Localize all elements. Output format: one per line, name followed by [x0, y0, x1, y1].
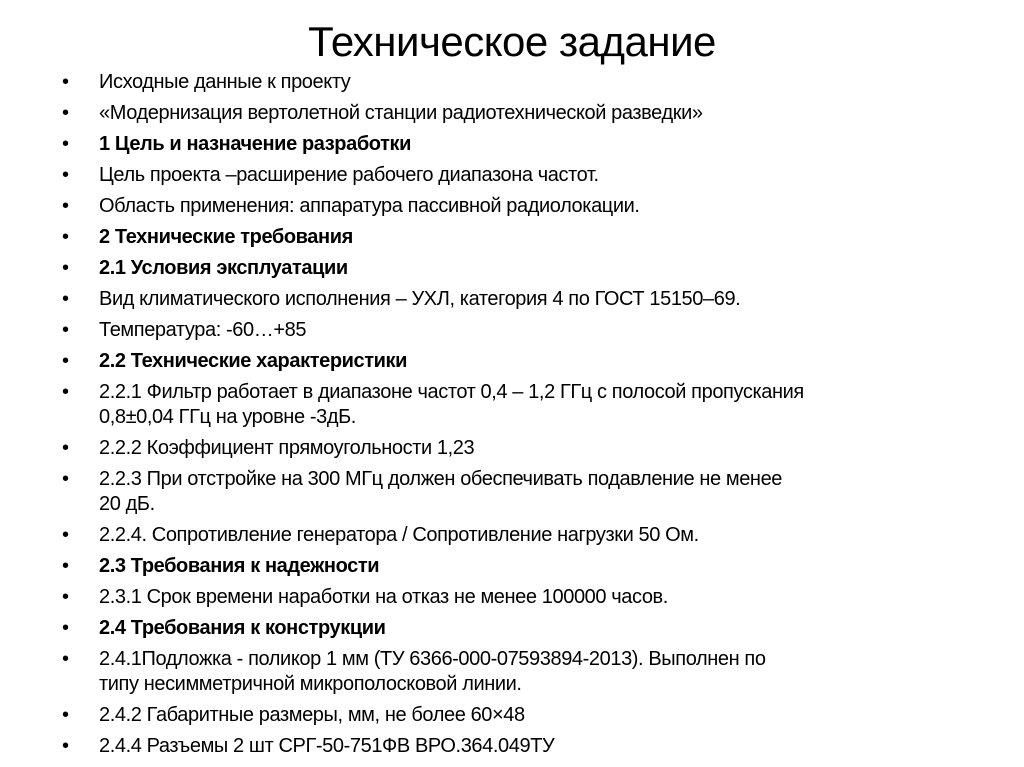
- list-item-text: Цель проекта –расширение рабочего диапазона частот.: [99, 164, 599, 186]
- list-item: [60, 436, 1010, 461]
- bullet-icon: •: [62, 735, 69, 757]
- bullet-icon: •: [62, 195, 69, 217]
- list-item-text: 2.1 Условия эксплуатации: [99, 257, 348, 279]
- bullet-icon: •: [62, 350, 69, 372]
- list-item-text: 2.3 Требования к надежности: [99, 555, 380, 577]
- section-heading: [60, 225, 1010, 250]
- bullet-icon: •: [62, 704, 69, 726]
- bullet-icon: •: [62, 102, 69, 124]
- bullet-icon: •: [62, 226, 69, 248]
- bullet-icon: •: [62, 524, 69, 546]
- list-item-text: 2.2.1 Фильтр работает в диапазоне частот 0,4 – 1,2 ГГц с полосой пропускания 0,8±0,04 ГГц на уровне -3дБ.: [99, 381, 804, 428]
- list-item-text: Область применения: аппаратура пассивной радиолокации.: [99, 195, 640, 217]
- bullet-icon: •: [62, 617, 69, 639]
- bullet-icon: •: [62, 381, 69, 403]
- list-item-text: 2.4.2 Габаритные размеры, мм, не более 60×48: [99, 704, 525, 726]
- list-item-text: Исходные данные к проекту: [99, 71, 351, 93]
- list-item: [60, 585, 1010, 610]
- bullet-icon: •: [62, 257, 69, 279]
- bullet-icon: •: [62, 648, 69, 670]
- list-item-text: Вид климатического исполнения – УХЛ, категория 4 по ГОСТ 15150–69.: [99, 288, 741, 310]
- list-item: [60, 163, 1010, 188]
- page-title: Техническое задание: [308, 18, 716, 65]
- list-item-text: 1 Цель и назначение разработки: [99, 133, 411, 155]
- bullet-icon: •: [62, 555, 69, 577]
- list-item-text: 2.4 Требования к конструкции: [99, 617, 386, 639]
- bullet-icon: •: [62, 468, 69, 490]
- section-heading: [60, 256, 1010, 281]
- list-item-text: 2.2.3 При отстройке на 300 МГц должен обеспечивать подавление не менее 20 дБ.: [99, 468, 783, 515]
- list-item-text: 2.4.1Подложка - поликор 1 мм (ТУ 6366-000-07593894-2013). Выполнен по типу несимметричной микрополосковой линии.: [99, 648, 766, 695]
- list-item: [60, 194, 1010, 219]
- list-item-text: «Модернизация вертолетной станции радиотехнической разведки»: [99, 102, 703, 124]
- list-item: [60, 101, 1010, 126]
- list-item: [60, 70, 1010, 95]
- list-item-text: 2.2.2 Коэффициент прямоугольности 1,23: [99, 437, 475, 459]
- bullet-icon: •: [62, 586, 69, 608]
- list-item: [60, 467, 1010, 517]
- section-heading: [60, 616, 1010, 641]
- bullet-icon: •: [62, 288, 69, 310]
- bullet-icon: •: [62, 164, 69, 186]
- list-item: [60, 734, 1010, 759]
- list-item: [60, 523, 1010, 548]
- list-item: [60, 647, 1010, 697]
- list-item-text: 2.4.4 Разъемы 2 шт СРГ-50-751ФВ ВРО.364.049ТУ: [99, 735, 555, 757]
- list-item-text: 2 Технические требования: [99, 226, 353, 248]
- list-item: [60, 318, 1010, 343]
- list-item: [60, 380, 1010, 430]
- bullet-list: [60, 70, 1010, 765]
- section-heading: [60, 554, 1010, 579]
- bullet-icon: •: [62, 319, 69, 341]
- bullet-icon: •: [62, 437, 69, 459]
- list-item-text: Температура: -60…+85: [99, 319, 307, 341]
- bullet-icon: •: [62, 71, 69, 93]
- list-item-text: 2.3.1 Срок времени наработки на отказ не менее 100000 часов.: [99, 586, 668, 608]
- section-heading: [60, 349, 1010, 374]
- list-item: [60, 287, 1010, 312]
- list-item: [60, 703, 1010, 728]
- bullet-icon: •: [62, 133, 69, 155]
- list-item-text: 2.2.4. Сопротивление генератора / Сопротивление нагрузки 50 Ом.: [99, 524, 699, 546]
- list-item-text: 2.2 Технические характеристики: [99, 350, 408, 372]
- section-heading: [60, 132, 1010, 157]
